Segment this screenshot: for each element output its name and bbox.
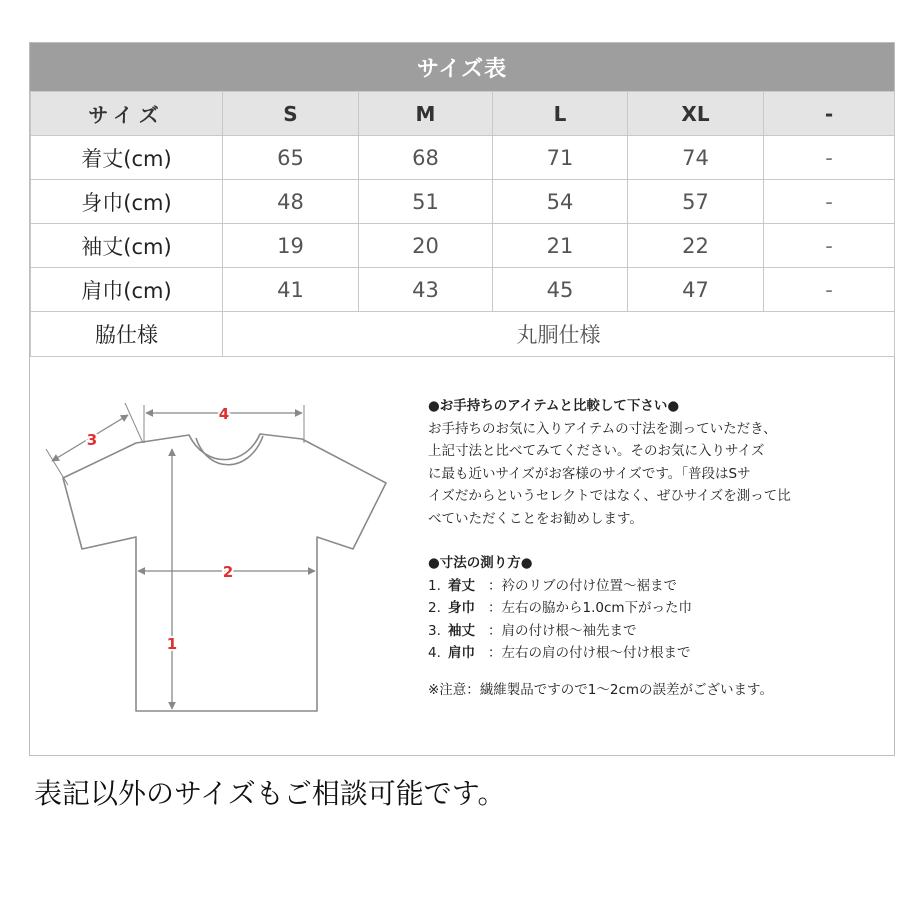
table-cell: 74: [628, 136, 764, 180]
size-header: L: [493, 92, 628, 136]
table-row: [31, 180, 895, 224]
size-table: [30, 91, 895, 357]
marker-label: 2: [222, 563, 234, 581]
measure-number: 3.: [428, 622, 441, 639]
header-label: サイズ: [31, 92, 223, 136]
table-cell: 57: [628, 180, 764, 224]
measure-item: [428, 620, 888, 643]
table-cell: -: [764, 136, 895, 180]
marker-label: 3: [86, 431, 98, 449]
table-cell: 68: [359, 136, 493, 180]
table-cell: 65: [223, 136, 359, 180]
collar-icon: [196, 436, 263, 465]
measure-term: 袖丈: [448, 622, 475, 639]
measure-item: [428, 642, 888, 665]
side-spec-row: [31, 312, 895, 357]
table-cell: 45: [493, 268, 628, 312]
size-header: -: [764, 92, 895, 136]
measure-desc: ：衿のリブの付け位置～裾まで: [488, 577, 677, 594]
marker-label: 4: [218, 405, 230, 423]
row-label: 身巾(cm): [31, 180, 223, 224]
row-label: 袖丈(cm): [31, 224, 223, 268]
size-chart-title: サイズ表: [30, 43, 894, 91]
size-header: XL: [628, 92, 764, 136]
measure-desc: ：肩の付け根～袖先まで: [488, 622, 637, 639]
table-cell: 47: [628, 268, 764, 312]
marker-label: 1: [166, 635, 178, 653]
table-cell: 48: [223, 180, 359, 224]
side-spec-value: 丸胴仕様: [223, 312, 895, 357]
measure-number: 4.: [428, 645, 441, 661]
measure-heading: ●寸法の測り方●: [428, 555, 533, 571]
measurement-guide: [30, 353, 894, 755]
measure-term: 肩巾: [448, 645, 475, 661]
spacer: [428, 530, 888, 552]
table-cell: 20: [359, 224, 493, 268]
table-cell: 19: [223, 224, 359, 268]
table-cell: 41: [223, 268, 359, 312]
table-row: [31, 136, 895, 180]
measure-term: 着丈: [448, 577, 475, 594]
compare-text: お手持ちのお気に入りアイテムの寸法を測っていただき、 上記寸法と比べてみてください。そのお気に入りサイズ に最も近いサイズがお客様のサイズです。「普段はSサ イズだからというセレクトではなく、ぜひサイズを測って比 べていただくことをお勧めします。: [428, 420, 791, 527]
measure-number: 1.: [428, 577, 441, 594]
table-cell: 54: [493, 180, 628, 224]
table-cell: -: [764, 224, 895, 268]
table-cell: 43: [359, 268, 493, 312]
tick-line: [125, 403, 143, 443]
table-cell: 22: [628, 224, 764, 268]
tshirt-diagram: [30, 353, 420, 753]
measure-desc: ：左右の脇から1.0cm下がった巾: [488, 600, 693, 616]
header-row: [31, 92, 895, 136]
consultation-note: 表記以外のサイズもご相談可能です。: [34, 777, 506, 810]
measure-item: [428, 575, 888, 598]
table-cell: 71: [493, 136, 628, 180]
table-row: [31, 224, 895, 268]
measurement-notes: [428, 395, 888, 701]
table-cell: -: [764, 268, 895, 312]
table-row: [31, 268, 895, 312]
tick-line: [46, 449, 68, 485]
measure-number: 2.: [428, 600, 441, 616]
caution-note: ※注意：繊維製品ですので1～2cmの誤差がございます。: [428, 681, 773, 698]
measure-desc: ：左右の肩の付け根～付け根まで: [488, 645, 691, 661]
size-chart: [29, 42, 895, 756]
row-label: 肩巾(cm): [31, 268, 223, 312]
table-cell: 51: [359, 180, 493, 224]
measure-item: [428, 597, 888, 620]
table-cell: -: [764, 180, 895, 224]
row-label: 着丈(cm): [31, 136, 223, 180]
measure-term: 身巾: [448, 600, 475, 616]
side-spec-label: 脇仕様: [31, 312, 223, 357]
size-header: M: [359, 92, 493, 136]
table-cell: 21: [493, 224, 628, 268]
size-header: S: [223, 92, 359, 136]
compare-heading: ●お手持ちのアイテムと比較して下さい●: [428, 398, 680, 414]
